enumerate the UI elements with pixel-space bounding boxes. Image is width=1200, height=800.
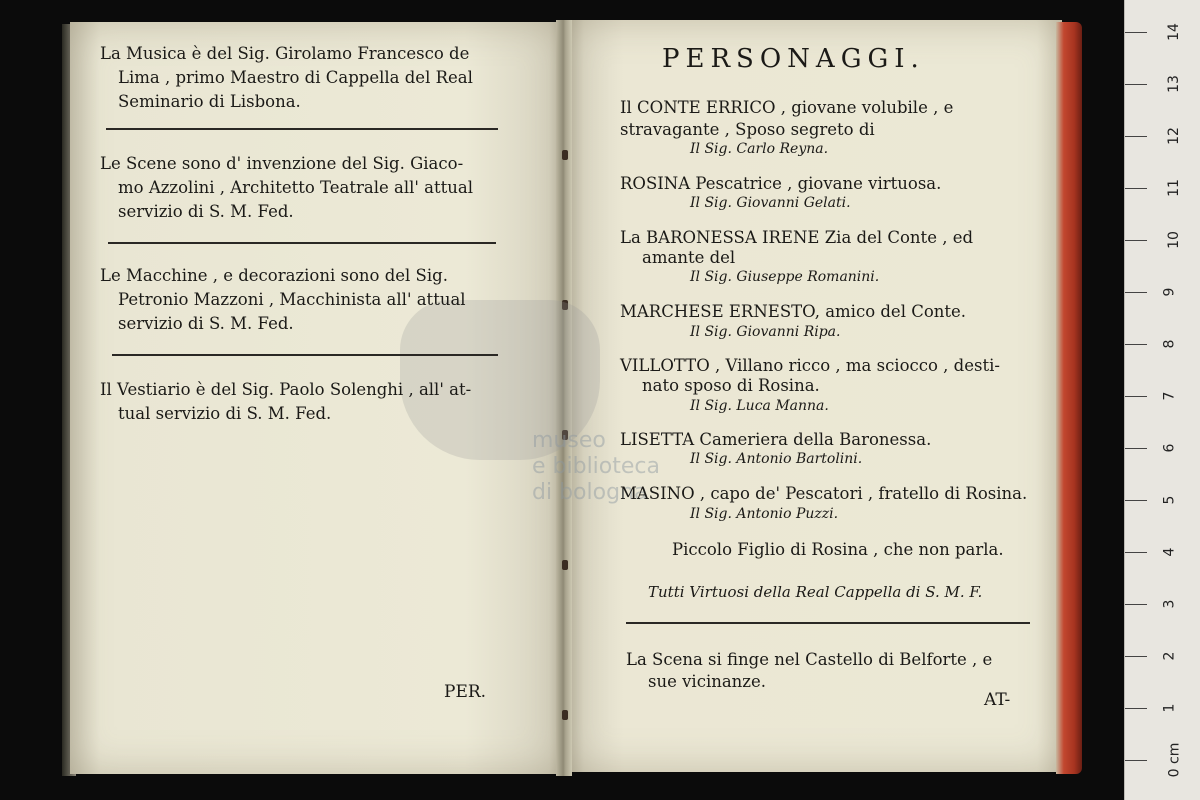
- character-line: La BARONESSA IRENE Zia del Conte , ed: [620, 228, 974, 247]
- divider-rule: [106, 128, 498, 130]
- ruler-tick: [1125, 396, 1147, 397]
- actor-name: Il Sig. Giovanni Ripa.: [690, 324, 841, 340]
- left-para1-line: Seminario di Lisbona.: [118, 92, 301, 111]
- ruler-number: 1: [1161, 703, 1178, 713]
- ruler-number: 4: [1161, 547, 1178, 557]
- ruler-tick: [1125, 604, 1147, 605]
- left-para1-line: Lima , primo Maestro di Cappella del Real: [118, 68, 473, 87]
- ruler-number: 6: [1161, 443, 1178, 453]
- virtuosi-note: Tutti Virtuosi della Real Cappella di S. M. F.: [648, 583, 983, 601]
- left-para3-line: Le Macchine , e decorazioni sono del Sig.: [100, 266, 448, 285]
- left-para2-line: servizio di S. M. Fed.: [118, 202, 294, 221]
- ruler-number: 5: [1161, 495, 1178, 505]
- left-para2-line: Le Scene sono d' invenzione del Sig. Giaco-: [100, 154, 464, 173]
- actor-name: Il Sig. Giovanni Gelati.: [690, 195, 851, 211]
- ruler-number: 14: [1165, 23, 1182, 41]
- character-line: Il CONTE ERRICO , giovane volubile , e: [620, 98, 954, 117]
- ruler-tick: [1125, 760, 1147, 761]
- actor-name: Il Sig. Giuseppe Romanini.: [690, 269, 880, 285]
- ruler-tick: [1125, 84, 1147, 85]
- watermark-line: di bologna: [532, 480, 648, 505]
- actor-name: Il Sig. Antonio Puzzi.: [690, 506, 839, 522]
- ruler-tick: [1125, 448, 1147, 449]
- actor-name: Il Sig. Carlo Reyna.: [690, 141, 829, 157]
- character-line: nato sposo di Rosina.: [642, 376, 820, 395]
- binding-stitch: [562, 150, 568, 160]
- ruler-number: 10: [1165, 231, 1182, 249]
- ruler-tick: [1125, 344, 1147, 345]
- ruler-tick: [1125, 292, 1147, 293]
- divider-rule: [626, 622, 1030, 624]
- ruler-tick: [1125, 240, 1147, 241]
- ruler-tick: [1125, 656, 1147, 657]
- binding-stitch: [562, 710, 568, 720]
- actor-name: Il Sig. Luca Manna.: [690, 398, 829, 414]
- left-para4-line: Il Vestiario è del Sig. Paolo Solenghi , all' at-: [100, 380, 472, 399]
- watermark-line: e biblioteca: [532, 454, 660, 479]
- ruler-number: 12: [1165, 127, 1182, 145]
- actor-name: Il Sig. Antonio Bartolini.: [690, 451, 863, 467]
- ruler-tick: [1125, 708, 1147, 709]
- character-line: ROSINA Pescatrice , giovane virtuosa.: [620, 174, 942, 193]
- left-para1-line: La Musica è del Sig. Girolamo Francesco de: [100, 44, 470, 63]
- ruler-number: 9: [1161, 287, 1178, 297]
- ruler-tick: [1125, 32, 1147, 33]
- binding-stitch: [562, 560, 568, 570]
- scene-line: sue vicinanze.: [648, 672, 767, 691]
- ruler-tick: [1125, 552, 1147, 553]
- left-para3-line: servizio di S. M. Fed.: [118, 314, 294, 333]
- child-note: Piccolo Figlio di Rosina , che non parla.: [672, 540, 1004, 559]
- character-line: stravagante , Sposo segreto di: [620, 120, 875, 139]
- ruler-unit: 0 cm: [1166, 742, 1183, 778]
- ruler-number: 8: [1161, 339, 1178, 349]
- character-line: amante del: [642, 248, 736, 267]
- ruler-number: 3: [1161, 599, 1178, 609]
- ruler-number: 11: [1165, 179, 1182, 197]
- character-line: MARCHESE ERNESTO, amico del Conte.: [620, 302, 967, 321]
- measurement-ruler: [1124, 0, 1200, 800]
- divider-rule: [112, 354, 498, 356]
- ruler-number: 2: [1161, 651, 1178, 661]
- ruler-number: 7: [1161, 391, 1178, 401]
- ruler-number: 13: [1165, 75, 1182, 93]
- right-catchword: AT-: [984, 690, 1011, 710]
- left-para2-line: mo Azzolini , Architetto Teatrale all' attual: [118, 178, 474, 197]
- left-para3-line: Petronio Mazzoni , Macchinista all' attual: [118, 290, 466, 309]
- character-line: LISETTA Cameriera della Baronessa.: [620, 430, 932, 449]
- character-line: VILLOTTO , Villano ricco , ma sciocco , desti-: [620, 356, 1000, 375]
- ruler-tick: [1125, 188, 1147, 189]
- ruler-tick: [1125, 136, 1147, 137]
- character-line: MASINO , capo de' Pescatori , fratello di Rosina.: [620, 484, 1028, 503]
- watermark-line: museo: [532, 428, 606, 453]
- left-catchword: PER.: [444, 682, 487, 702]
- red-page-edge: [1056, 22, 1082, 774]
- page-title: PERSONAGGI.: [662, 44, 925, 74]
- left-para4-line: tual servizio di S. M. Fed.: [118, 404, 332, 423]
- divider-rule: [108, 242, 496, 244]
- scene-line: La Scena si finge nel Castello di Belforte , e: [626, 650, 993, 669]
- ruler-tick: [1125, 500, 1147, 501]
